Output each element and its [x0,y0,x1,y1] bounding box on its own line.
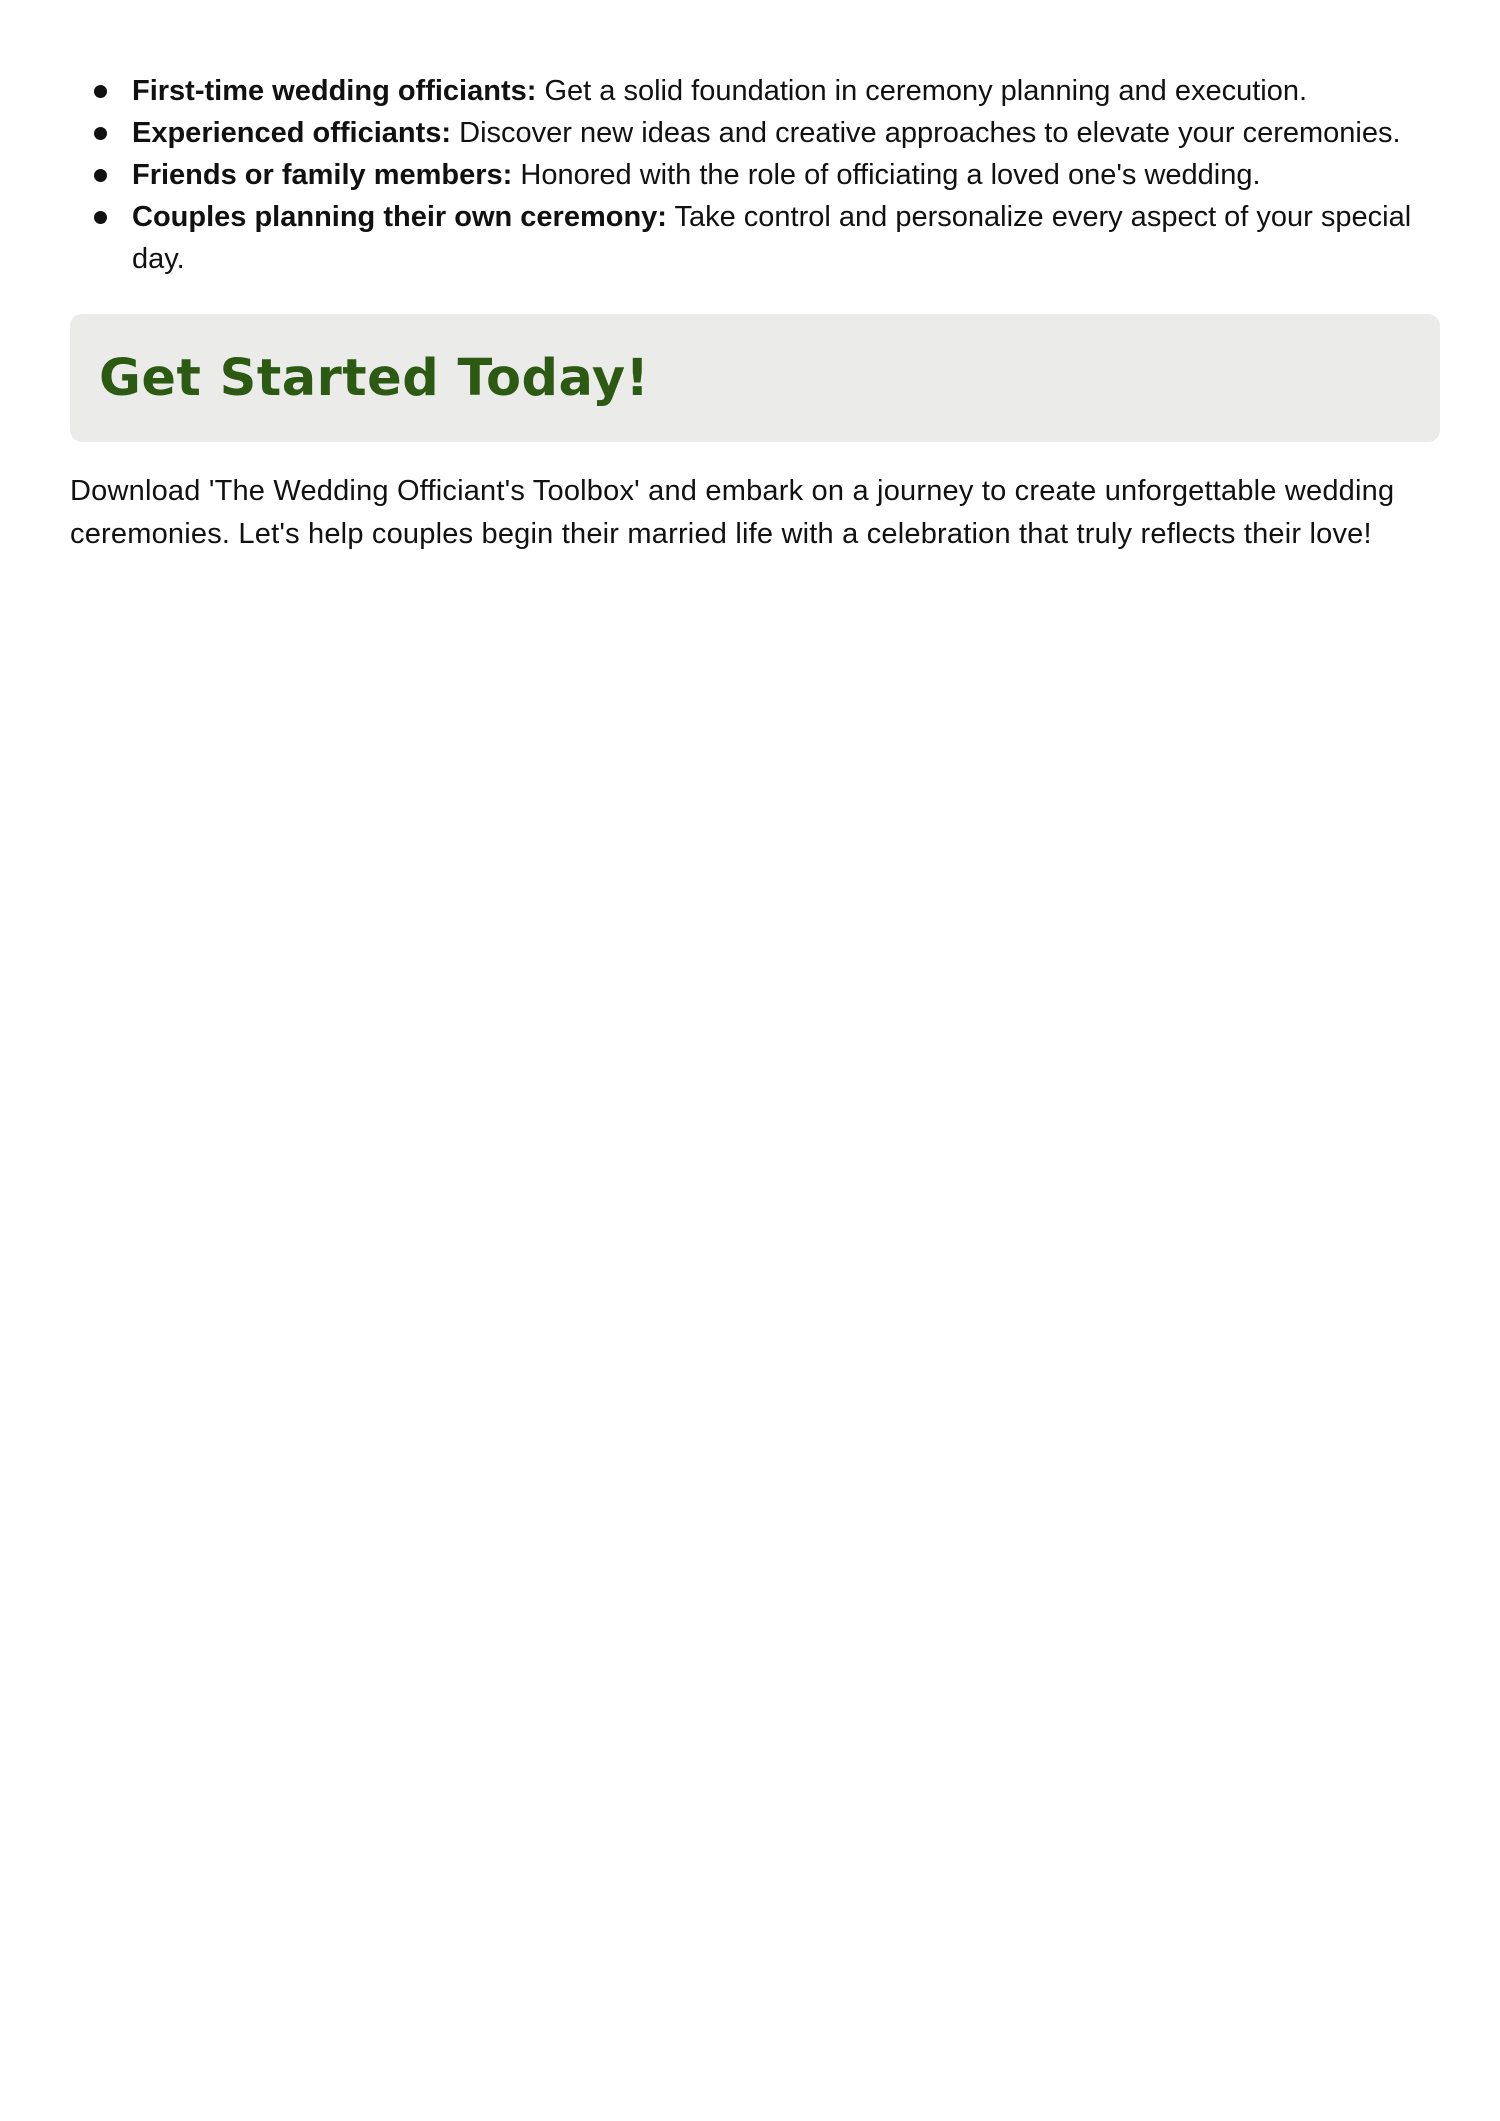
list-item-lead: Couples planning their own ceremony: [132,201,667,233]
list-item-lead: Experienced officiants: [132,117,452,149]
list-item-lead: Friends or family members: [132,159,513,191]
audience-list [70,70,1440,280]
list-item [70,70,1440,112]
closing-paragraph: Download 'The Wedding Officiant's Toolbox' and embark on a journey to create unforgettable wedding ceremonies. Let's help couples begin their married life with a celebration that truly reflects their love! [70,475,1395,550]
list-item-text: Take control and personalize every aspect of your special day. [132,201,1412,275]
list-item [70,154,1440,196]
get-started-callout [70,314,1440,442]
list-item [70,196,1440,280]
bullet-icon [94,211,107,224]
list-item-lead: First-time wedding officiants: [132,75,537,107]
list-item-text: Discover new ideas and creative approaches to elevate your ceremonies. [451,117,1401,149]
list-item-text: Honored with the role of officiating a loved one's wedding. [512,159,1261,191]
callout-heading: Get Started Today! [99,348,650,408]
bullet-icon [94,127,107,140]
list-item [70,112,1440,154]
bullet-icon [94,85,107,98]
document-page [70,70,1440,556]
bullet-icon [94,169,107,182]
list-item-text: Get a solid foundation in ceremony planning and execution. [536,75,1308,107]
